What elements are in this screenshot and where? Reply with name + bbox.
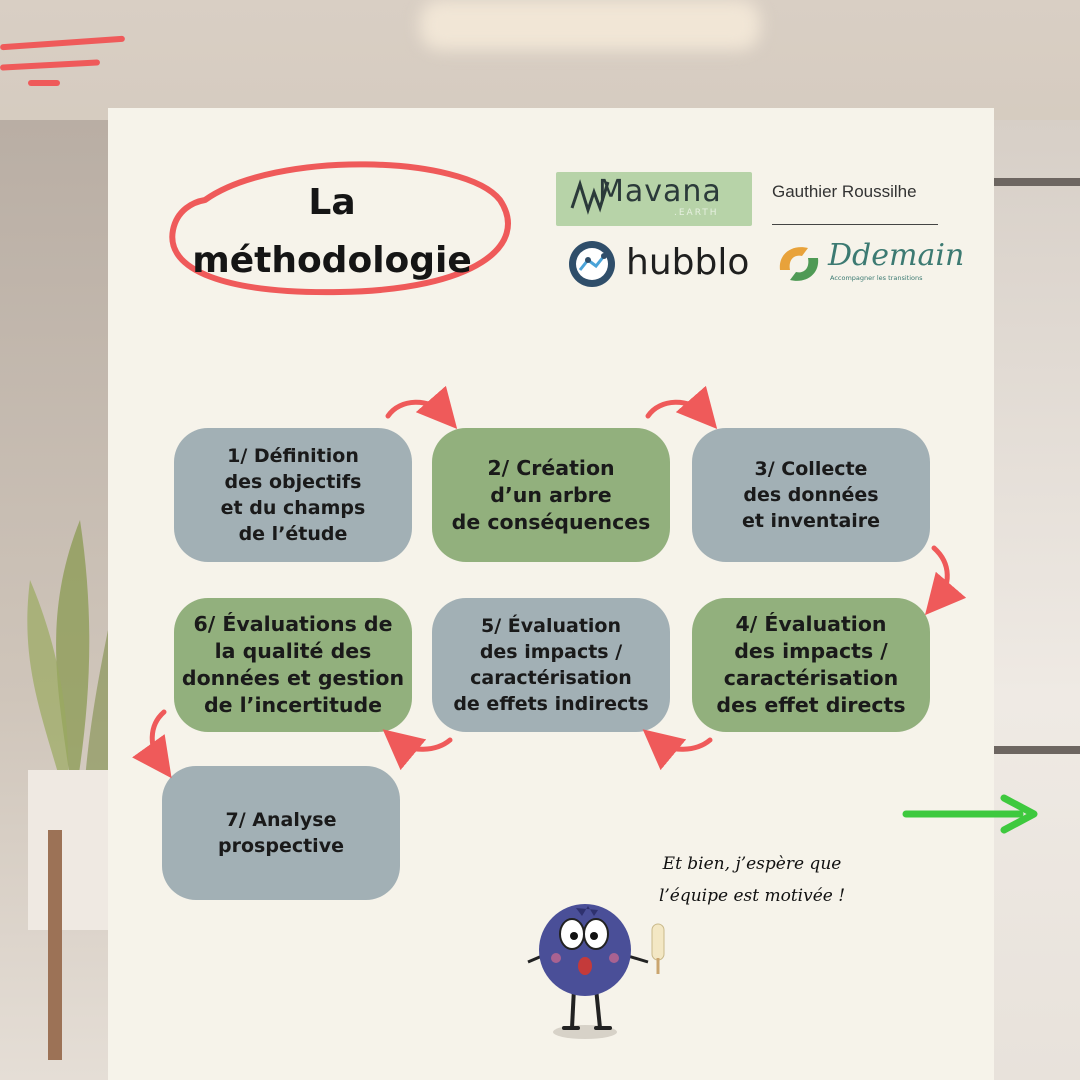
gauthier-roussilhe-name: Gauthier Roussilhe	[772, 182, 917, 201]
step-1-label: 1/ Définition des objectifs et du champs de l’étude	[220, 445, 366, 545]
flow-arrow-icon	[398, 740, 450, 749]
step-5-label: 5/ Évaluation des impacts / caractérisation de effets indirects	[453, 615, 649, 715]
step-3-label: 3/ Collecte des données et inventaire	[741, 458, 881, 532]
mascot-blueberry-icon	[520, 900, 680, 1050]
hubblo-name: hubblo	[626, 242, 750, 283]
flow-arrow-icon	[648, 402, 704, 416]
ddemain-sub: Accompagner les transitions	[830, 274, 923, 282]
step-6-label: 6/ Évaluations de la qualité des données et gestion de l’incertitude	[181, 612, 405, 717]
mavana-sub: .EARTH	[674, 208, 719, 218]
step-2-label: 2/ Création d’un arbre de conséquences	[451, 455, 651, 534]
mascot-speech-text: Et bien, j’espère que l’équipe est motivée !	[658, 854, 846, 906]
flow-arrow-icon	[388, 402, 444, 416]
page-title-line-1: La	[308, 182, 356, 223]
step-4-label: 4/ Évaluation des impacts / caractérisation des effet directs	[716, 612, 906, 717]
flow-arrow-icon	[152, 712, 164, 762]
page-title-line-2: méthodologie	[192, 240, 472, 281]
flow-arrow-icon	[934, 548, 947, 600]
mavana-name: Mavana	[598, 174, 722, 209]
step-7-label: 7/ Analyse prospective	[218, 809, 344, 857]
flow-arrow-icon	[658, 740, 710, 749]
green-arrow-icon	[900, 792, 1040, 842]
ddemain-name: Ddemain	[828, 238, 965, 273]
